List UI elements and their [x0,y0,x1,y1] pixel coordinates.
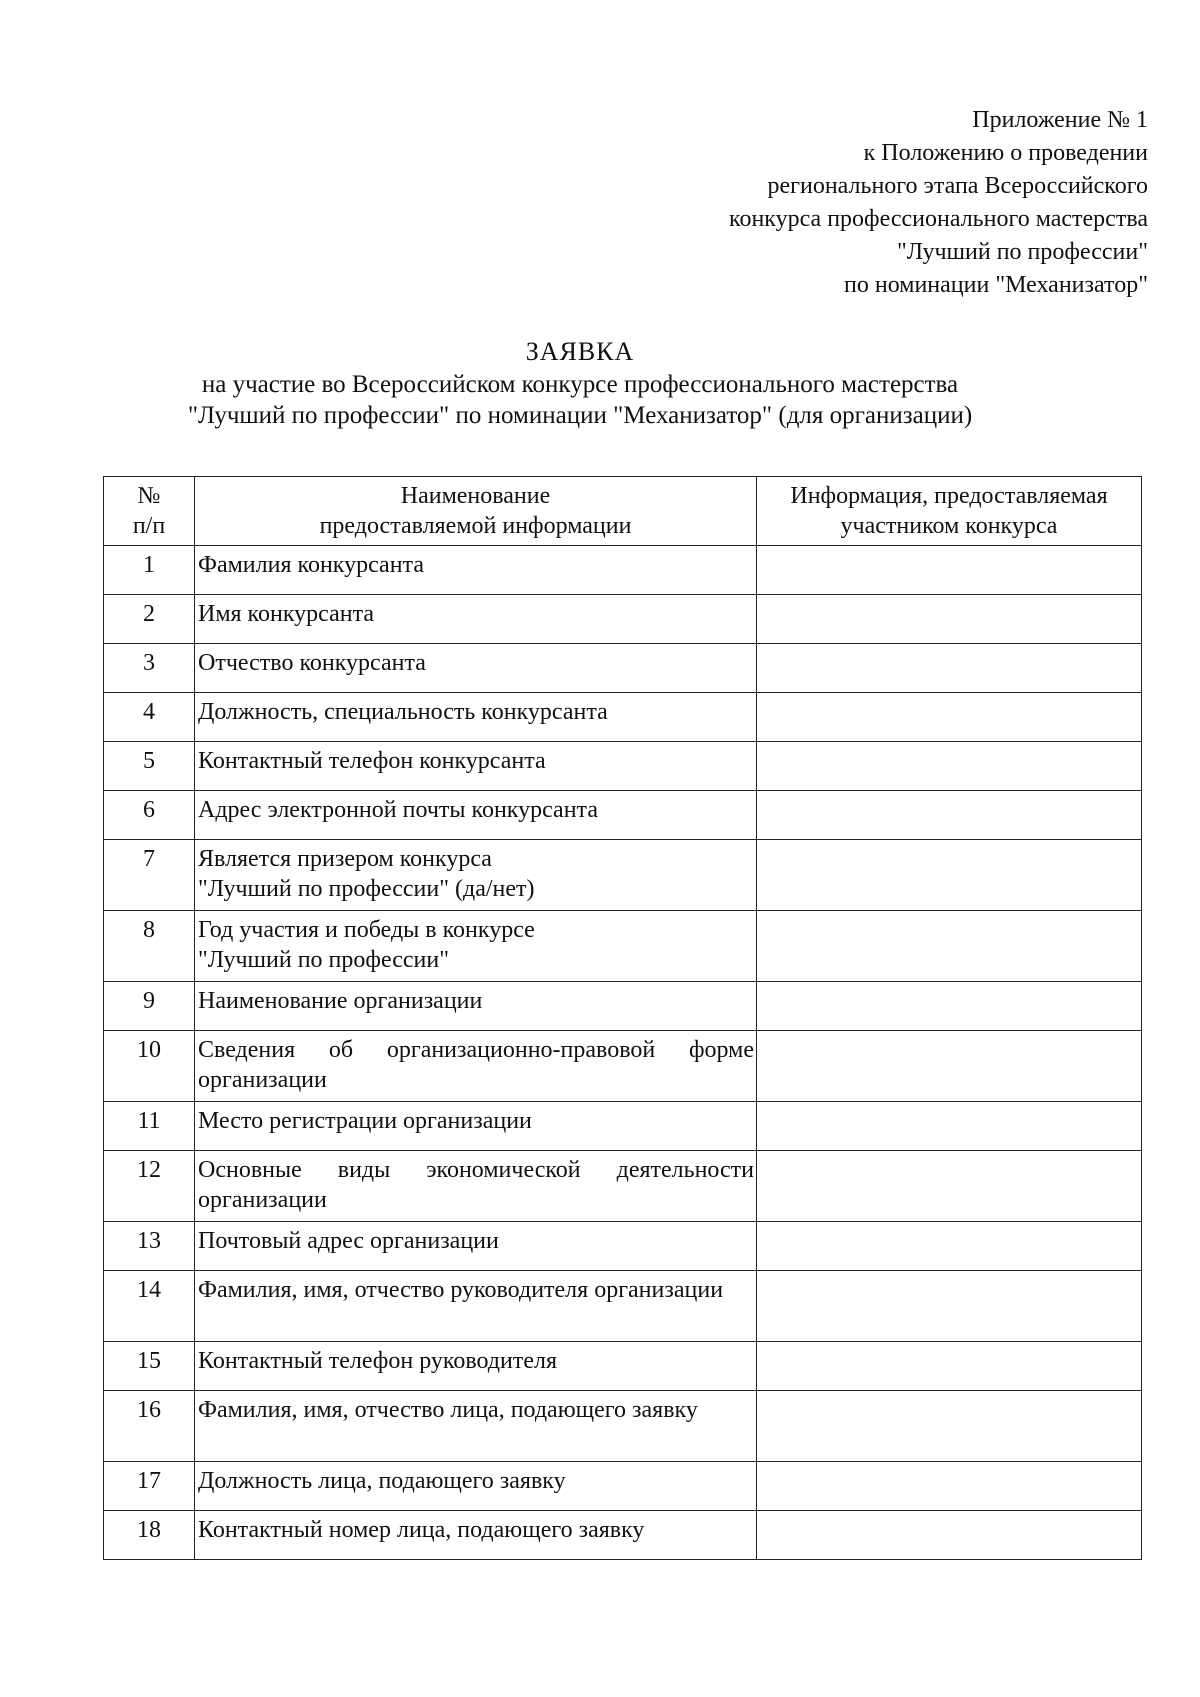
row-label: Должность лица, подающего заявку [195,1462,757,1511]
row-label [195,840,757,911]
row-value-field[interactable] [757,546,1142,595]
appendix-note [548,104,1148,302]
header-item-name-line: предоставляемой информации [319,513,632,539]
row-value-field[interactable] [757,1342,1142,1391]
header-number [104,477,195,546]
row-number: 5 [104,742,195,791]
application-form-table [103,476,1142,1560]
row-label: Контактный телефон руководителя [195,1342,757,1391]
row-label: Почтовый адрес организации [195,1222,757,1271]
header-item-name [195,477,757,546]
table-row [104,1031,1142,1102]
row-number: 16 [104,1391,195,1462]
row-value-field[interactable] [757,982,1142,1031]
row-value-field[interactable] [757,693,1142,742]
row-value-field[interactable] [757,1222,1142,1271]
document-subtitle-line: на участие во Всероссийском конкурсе профессионального мастерства [201,371,959,398]
table-row [104,644,1142,693]
row-value-field[interactable] [757,595,1142,644]
row-value-field[interactable] [757,840,1142,911]
row-label: Наименование организации [195,982,757,1031]
row-value-field[interactable] [757,791,1142,840]
row-value-field[interactable] [757,1391,1142,1462]
row-number: 10 [104,1031,195,1102]
row-number: 3 [104,644,195,693]
row-value-field[interactable] [757,1511,1142,1560]
row-value-field[interactable] [757,1462,1142,1511]
header-participant-info-line: участником конкурса [840,513,1058,539]
row-number: 7 [104,840,195,911]
application-heading [100,336,1060,431]
row-label: Фамилия, имя, отчество руководителя организации [195,1271,757,1342]
appendix-line: Приложение № 1 [972,107,1148,133]
table-row [104,982,1142,1031]
row-value-field[interactable] [757,742,1142,791]
row-label: Имя конкурсанта [195,595,757,644]
appendix-line: по номинации "Механизатор" [844,272,1148,298]
row-number: 6 [104,791,195,840]
row-value-field[interactable] [757,1031,1142,1102]
row-value-field[interactable] [757,911,1142,982]
table-header-row [104,477,1142,546]
table-row [104,546,1142,595]
row-number: 1 [104,546,195,595]
header-number-line: п/п [132,513,166,539]
table-row [104,693,1142,742]
table-row [104,1271,1142,1342]
row-number: 15 [104,1342,195,1391]
row-label: Место регистрации организации [195,1102,757,1151]
table-row [104,1511,1142,1560]
table-row [104,1342,1142,1391]
appendix-line: конкурса профессионального мастерства [729,206,1148,232]
row-number: 11 [104,1102,195,1151]
row-number: 18 [104,1511,195,1560]
table-row [104,1391,1142,1462]
row-number: 14 [104,1271,195,1342]
appendix-line: к Положению о проведении [863,140,1148,166]
row-number: 8 [104,911,195,982]
row-label: Отчество конкурсанта [195,644,757,693]
row-number: 4 [104,693,195,742]
header-participant-info-line: Информация, предоставляемая [790,483,1108,509]
row-number: 9 [104,982,195,1031]
row-value-field[interactable] [757,1271,1142,1342]
row-value-field[interactable] [757,1102,1142,1151]
document-title: ЗАЯВКА [525,337,635,366]
table-row [104,1151,1142,1222]
row-label: Фамилия, имя, отчество лица, подающего заявку [195,1391,757,1462]
table-row [104,1222,1142,1271]
row-value-field[interactable] [757,1151,1142,1222]
row-label: Фамилия конкурсанта [195,546,757,595]
table-row [104,1102,1142,1151]
row-label-line: "Лучший по профессии" (да/нет) [198,876,535,902]
row-label: Контактный телефон конкурсанта [195,742,757,791]
document-subtitle-line: "Лучший по профессии" по номинации "Механизатор" (для организации) [187,402,973,429]
header-participant-info [757,477,1142,546]
header-item-name-line: Наименование [400,483,551,509]
row-number: 12 [104,1151,195,1222]
row-label: Контактный номер лица, подающего заявку [195,1511,757,1560]
row-value-field[interactable] [757,644,1142,693]
table-row [104,595,1142,644]
row-number: 13 [104,1222,195,1271]
row-label-line: Является призером конкурса [198,846,492,872]
row-label: Сведения об организационно-правовой форме организации [195,1031,757,1102]
row-label: Должность, специальность конкурсанта [195,693,757,742]
row-label [195,911,757,982]
table-row [104,911,1142,982]
row-label: Основные виды экономической деятельности организации [195,1151,757,1222]
table-row [104,1462,1142,1511]
header-number-line: № [137,483,161,509]
table-row [104,840,1142,911]
row-label-line: Год участия и победы в конкурсе [198,917,535,943]
table-row [104,791,1142,840]
table-row [104,742,1142,791]
row-label-line: "Лучший по профессии" [198,947,449,973]
appendix-line: регионального этапа Всероссийского [767,173,1148,199]
appendix-line: "Лучший по профессии" [897,239,1148,265]
row-label: Адрес электронной почты конкурсанта [195,791,757,840]
row-number: 17 [104,1462,195,1511]
row-number: 2 [104,595,195,644]
